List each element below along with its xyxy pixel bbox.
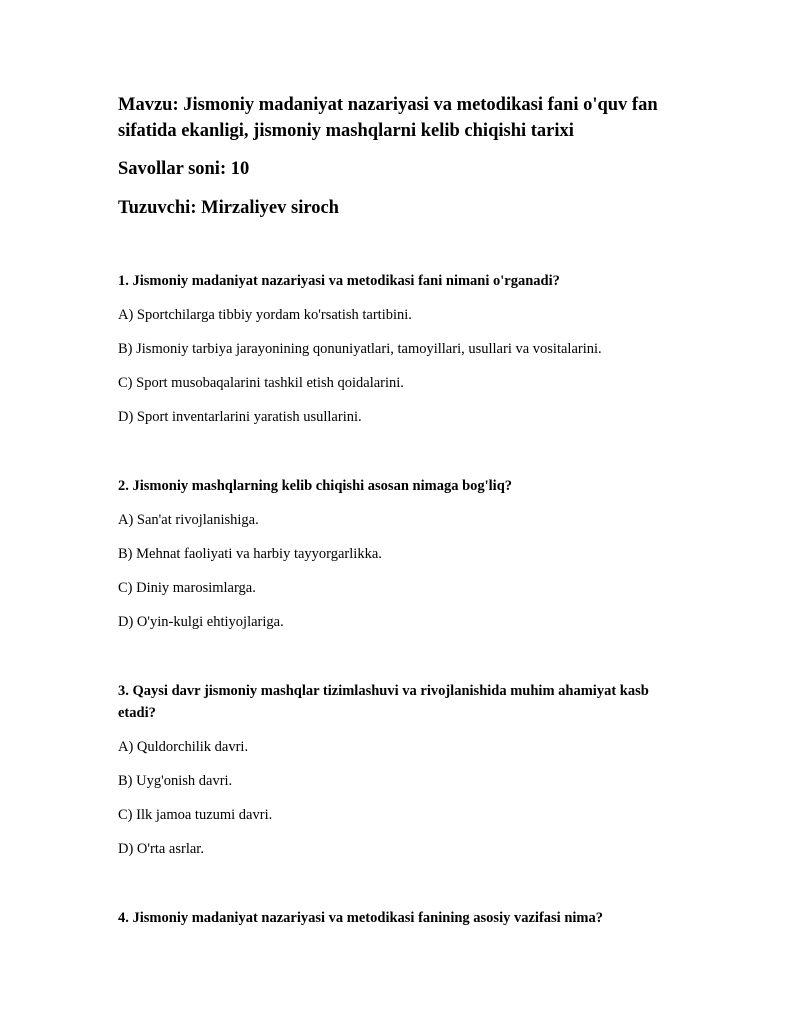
question-text: 2. Jismoniy mashqlarning kelib chiqishi asosan nimaga bog'liq? [118, 478, 513, 494]
question-block-2 [118, 475, 678, 633]
question-text: 1. Jismoniy madaniyat nazariyasi va metodikasi fani nimani o'rganadi? [118, 273, 560, 289]
question-block-4 [118, 907, 678, 929]
answer-option-d: D) O'rta asrlar. [118, 841, 204, 857]
answer-option-b: B) Mehnat faoliyati va harbiy tayyorgarlikka. [118, 546, 382, 562]
answer-option-b: B) Uyg'onish davri. [118, 773, 233, 789]
question-text: 4. Jismoniy madaniyat nazariyasi va metodikasi fanining asosiy vazifasi nima? [118, 910, 603, 926]
answer-option-c: C) Diniy marosimlarga. [118, 580, 256, 596]
question-text: 3. Qaysi davr jismoniy mashqlar tizimlashuvi va rivojlanishida muhim ahamiyat kasb etadi? [118, 683, 649, 721]
answer-option-c: C) Ilk jamoa tuzumi davri. [118, 807, 273, 823]
answer-option-a: A) Sportchilarga tibbiy yordam ko'rsatish tartibini. [118, 307, 412, 323]
question-block-3 [118, 680, 678, 860]
answer-option-d: D) Sport inventarlarini yaratish usullarini. [118, 409, 362, 425]
answer-option-b: B) Jismoniy tarbiya jarayonining qonuniyatlari, tamoyillari, usullari va vositalarini. [118, 341, 602, 357]
document-title: Mavzu: Jismoniy madaniyat nazariyasi va metodikasi fani o'quv fan sifatida ekanligi, jismoniy mashqlarni kelib chiqishi tarixi [118, 95, 658, 141]
document-page [118, 92, 678, 941]
question-count: Savollar soni: 10 [118, 159, 250, 179]
answer-option-a: A) San'at rivojlanishiga. [118, 512, 259, 528]
author-line: Tuzuvchi: Mirzaliyev siroch [118, 198, 339, 218]
question-block-1 [118, 270, 678, 428]
answer-option-a: A) Quldorchilik davri. [118, 739, 249, 755]
answer-option-d: D) O'yin-kulgi ehtiyojlariga. [118, 614, 284, 630]
answer-option-c: C) Sport musobaqalarini tashkil etish qoidalarini. [118, 375, 404, 391]
